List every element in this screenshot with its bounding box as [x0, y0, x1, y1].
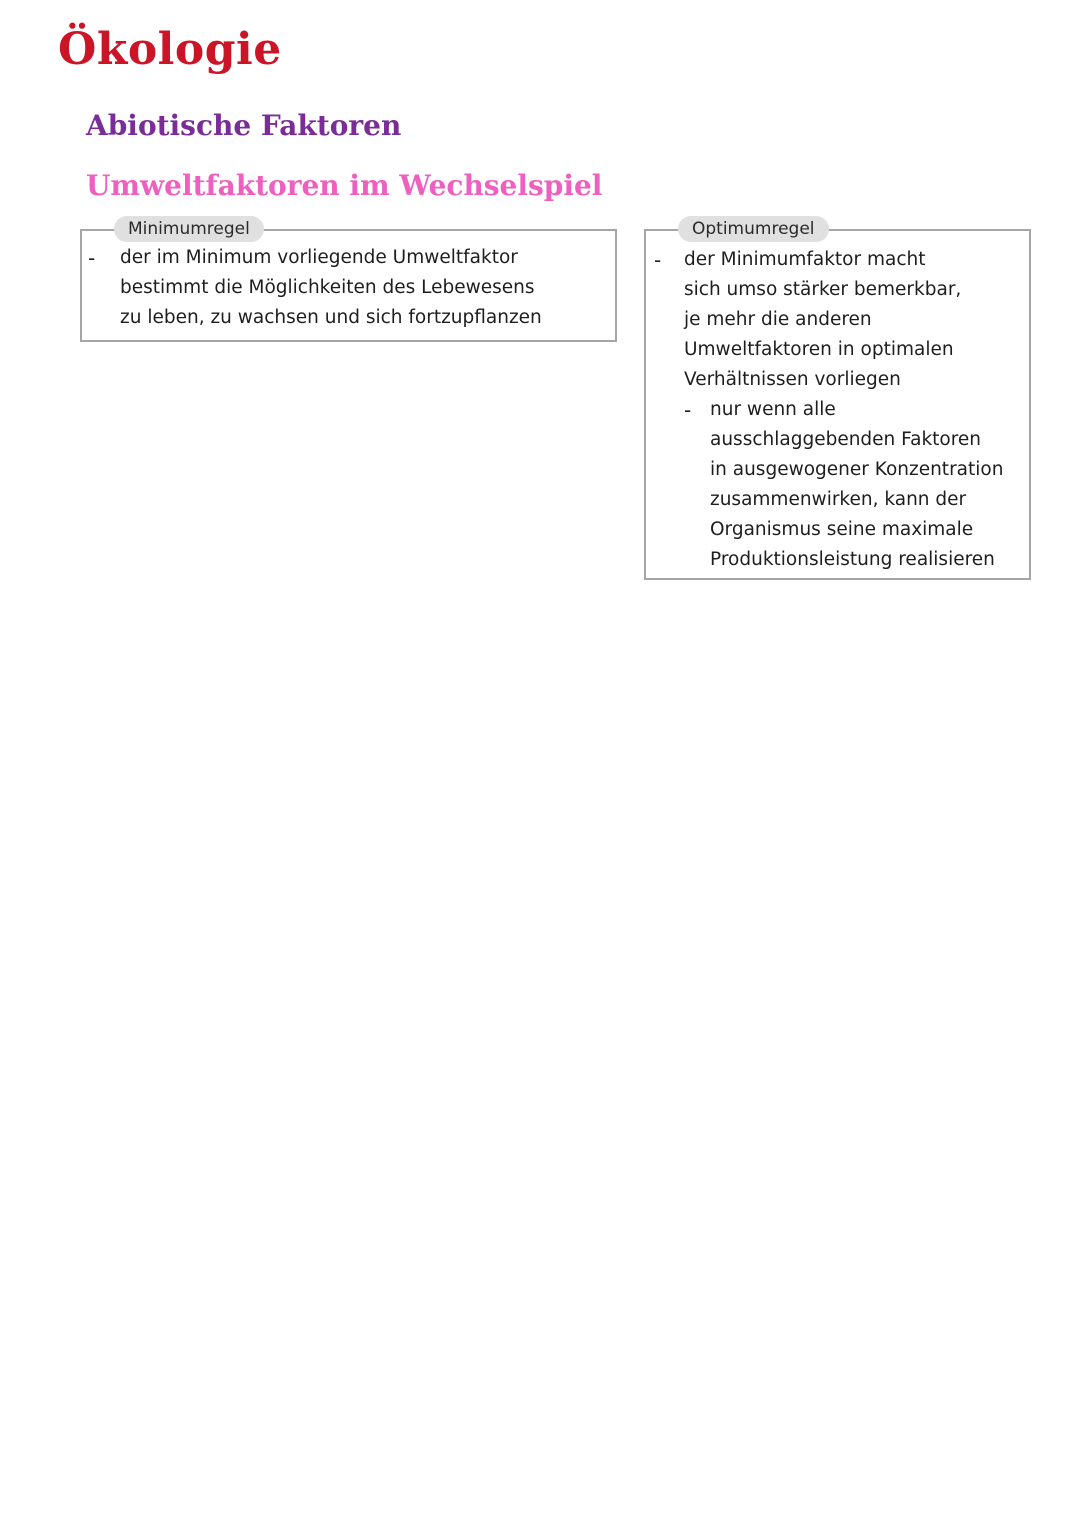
sub-bullet-dash: - — [684, 398, 692, 422]
text-line: sich umso stärker bemerkbar, — [684, 279, 962, 300]
optimum-rule-text — [684, 245, 1024, 395]
section-heading: Abiotische Faktoren — [86, 109, 402, 142]
text-line: nur wenn alle — [710, 399, 836, 420]
text-line: Umweltfaktoren in optimalen — [684, 339, 954, 360]
minimum-rule-box — [80, 219, 617, 342]
text-line: bestimmt die Möglichkeiten des Lebewesens — [120, 277, 535, 298]
text-line: in ausgewogener Konzentration — [710, 459, 1004, 480]
bullet-dash: - — [88, 246, 96, 270]
text-line: der im Minimum vorliegende Umweltfaktor — [120, 247, 518, 268]
minimum-rule-label: Minimumregel — [114, 216, 264, 242]
text-line: der Minimumfaktor macht — [684, 249, 926, 270]
text-line: Produktionsleistung realisieren — [710, 549, 995, 570]
optimum-rule-label: Optimumregel — [678, 216, 829, 242]
page-title: Ökologie — [58, 24, 282, 75]
text-line: je mehr die anderen — [684, 309, 872, 330]
subsection-heading: Umweltfaktoren im Wechselspiel — [86, 169, 603, 202]
optimum-rule-subtext — [710, 395, 1028, 575]
text-line: zu leben, zu wachsen und sich fortzupflanzen — [120, 307, 542, 328]
minimum-rule-text — [120, 243, 610, 333]
text-line: Organismus seine maximale — [710, 519, 974, 540]
bullet-dash: - — [654, 248, 662, 272]
text-line: ausschlaggebenden Faktoren — [710, 429, 982, 450]
optimum-rule-box — [644, 219, 1031, 580]
text-line: zusammenwirken, kann der — [710, 489, 967, 510]
text-line: Verhältnissen vorliegen — [684, 369, 901, 390]
